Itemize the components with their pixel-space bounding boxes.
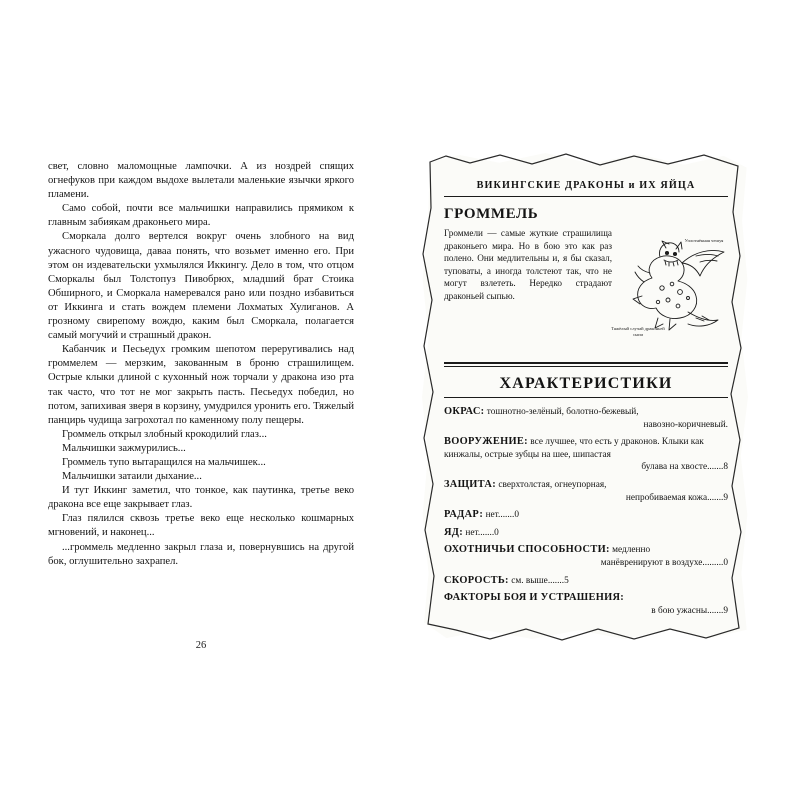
stat-row xyxy=(444,406,728,431)
stat-row xyxy=(444,479,728,504)
stat-continuation: манёвренируют в воздухе.........0 xyxy=(600,557,728,568)
stat-row xyxy=(444,509,728,522)
paragraph: Сморкала долго вертелся вокруг очень злобного на вид ужасного чудовища, даваа понять, что возьмет именно его. При этом он издевательски ухмылялся Иккингу. Дело в том, что отцом Сморкалы был Толстопуз Пивобрюх, младший брат Стоика Обширного, и Сморкала намеревался рано или поздно избавиться от Иккинга и стать вождем племени Лохматых Хулиганов. А грозному свирепому вождю, каким был Сморкала, полагается самый могучий и страшный дракон. xyxy=(48,231,354,342)
paragraph: Громмель тупо вытаращился на мальчишек... xyxy=(62,456,266,468)
stat-continuation: непробиваемая кожа.......9 xyxy=(625,492,728,503)
stat-row xyxy=(444,575,728,588)
stat-key: РАДАР: xyxy=(444,509,484,521)
paragraph: свет, словно маломощные лампочки. А из ноздрей спящих огнефуков при каждом выдохе вылетали маленькие язычки яркого пламени. xyxy=(48,161,354,201)
stat-value: медленно xyxy=(612,545,651,556)
paragraph: Мальчишки затаили дыхание... xyxy=(62,471,202,483)
divider xyxy=(444,196,728,197)
paragraph: Глаз пялился сквозь третье веко еще несколько кошмарных мгновений, и наконец... xyxy=(48,513,354,539)
stat-value: сверхтолстая, огнеупорная, xyxy=(498,479,607,490)
stat-continuation: в бою ужасны.......9 xyxy=(651,605,728,616)
stat-value: см. выше.......5 xyxy=(511,575,569,586)
dragon-description: Громмели — самые жуткие страшилища драконьего мира. Но в бою это как раз полено. Они медлительны и, я бы сказал, туповаты, а иногда толстеют так, что не могут взлететь. Нередко страдают драконьей сыпью. xyxy=(444,228,612,301)
card-content xyxy=(442,178,730,624)
dragon-illustration xyxy=(600,226,734,344)
paragraph: И тут Иккинг заметил, что тонкое, как паутинка, третье веко дракона все еще закрывает глаз. xyxy=(48,485,354,511)
stat-row xyxy=(444,527,728,540)
stat-row xyxy=(444,436,728,474)
paragraph: Громмель открыл злобный крокодилий глаз... xyxy=(62,428,267,440)
stats-title: ХАРАКТЕРИСТИКИ xyxy=(499,375,673,392)
stat-value: все лучшее, что есть у драконов. Клыки как кинжалы, острые зубцы на шее, шипастая xyxy=(444,437,704,460)
illustration-label-bottom: Тяжёлый случай драконьей сыпи xyxy=(611,326,665,337)
stat-key: ЗАЩИТА: xyxy=(444,478,496,490)
left-page-text xyxy=(48,160,354,660)
stat-key: СКОРОСТЬ: xyxy=(444,574,509,586)
card-header: ВИКИНГСКИЕ ДРАКОНЫ и ИХ ЯЙЦА xyxy=(476,180,696,191)
dragon-name: ГРОММЕЛЬ xyxy=(444,206,539,222)
stat-row xyxy=(444,544,728,569)
divider xyxy=(444,397,728,398)
stat-key: ЯД: xyxy=(444,526,464,538)
divider-double xyxy=(444,362,728,367)
stat-value: нет.......0 xyxy=(465,527,499,538)
stat-row xyxy=(444,592,728,617)
illustration-label-top: Уплотнённая чешуя xyxy=(684,238,724,243)
stat-continuation: булава на хвосте.......8 xyxy=(641,462,728,473)
stat-key: ФАКТОРЫ БОЯ И УСТРАШЕНИЯ: xyxy=(444,592,625,604)
stat-key: ОКРАС: xyxy=(444,406,485,417)
paragraph: Само собой, почти все мальчишки направились прямиком к главным забиякам драконьего мира. xyxy=(48,203,354,229)
stat-value: нет.......0 xyxy=(485,510,519,521)
stat-value: тошнотно-зелёный, болотно-бежевый, xyxy=(486,407,639,417)
dragon-card xyxy=(420,152,750,642)
stat-key: ВООРУЖЕНИЕ: xyxy=(444,436,528,448)
paragraph: ...громмель медленно закрыл глаза и, повернувшись на другой бок, оглушительно захрапел. xyxy=(48,541,354,567)
paragraph: Кабанчик и Песьедух громким шепотом переругивались над громмелем — мерзким, закованным в броню страшилищем. Острые клыки длиной с кухонный нож торчали у дракона изо рта так часто, что тот не мог закрыть пасть. Песьедух победил, но потом, запихивая зверя в корзину, умудрился уронить его. Тяжелый панцирь чудища загрохотал по каменному полу пещеры. xyxy=(48,344,354,426)
stat-key: ОХОТНИЧЬИ СПОСОБНОСТИ: xyxy=(444,544,610,556)
stat-continuation: навозно-коричневый. xyxy=(643,419,728,430)
page-number: 26 xyxy=(195,640,207,651)
paragraph: Мальчишки зажмурились... xyxy=(62,442,186,454)
